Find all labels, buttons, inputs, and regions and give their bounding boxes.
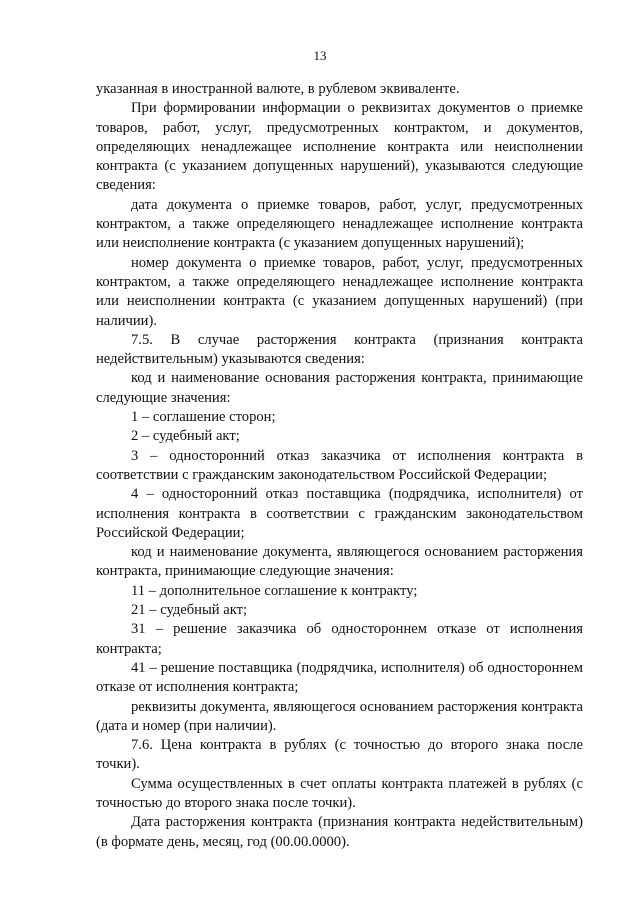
paragraph: код и наименование документа, являющегося основанием расторжения контракта, принимающие следующие значения: [96,544,583,580]
list-item: 3 – односторонний отказ заказчика от исполнения контракта в соответствии с гражданским законодательством Российской Федерации; [96,447,583,483]
list-item: 21 – судебный акт; [131,602,248,619]
section-paragraph: 7.5. В случае расторжения контракта (признания контракта недействительным) указываются сведения: [96,331,583,368]
paragraph: указанная в иностранной валюте, в рублевом эквиваленте. [96,81,460,97]
list-item: 31 – решение заказчика об одностороннем отказе от исполнения контракта; [96,621,583,657]
paragraph: дата документа о приемке товаров, работ, услуг, предусмотренных контрактом, а также определяющего ненадлежащее исполнение контракта или неисполнение контракта (с указанием допущенных нарушений); [96,196,583,252]
section-paragraph: 7.6. Цена контракта в рублях (с точностью до второго знака после точки). [96,737,583,773]
document-body [96,80,583,852]
paragraph: При формировании информации о реквизитах документов о приемке товаров, работ, услуг, предусмотренных контрактом, и документов, определяющих ненадлежащее исполнение контракта или неисполнении контракта (с указанием допущенных нарушений), указываются следующие сведения: [96,100,583,194]
paragraph: реквизиты документа, являющегося основанием расторжения контракта (дата и номер (при наличии). [96,698,583,734]
paragraph: Дата расторжения контракта (признания контракта недействительным) (в формате день, месяц, год (00.00.0000). [96,814,583,850]
list-item: 2 – судебный акт; [131,428,240,445]
list-item: 1 – соглашение сторон; [131,409,276,426]
paragraph: Сумма осуществленных в счет оплаты контракта платежей в рублях (с точностью до второго знака после точки). [96,775,583,811]
list-item: 41 – решение поставщика (подрядчика, исполнителя) об одностороннем отказе от исполнения контракта; [96,659,583,696]
paragraph: номер документа о приемке товаров, работ, услуг, предусмотренных контрактом, а также определяющего ненадлежащее исполнение контракта или неисполнении контракта (с указанием допущенных нарушений) (при наличии). [96,254,583,329]
list-item: 4 – односторонний отказ поставщика (подрядчика, исполнителя) от исполнения контракта в соответствии с гражданским законодательством Российской Федерации; [96,486,583,541]
paragraph: код и наименование основания расторжения контракта, принимающие следующие значения: [96,370,583,406]
list-item: 11 – дополнительное соглашение к контракту; [131,582,418,599]
page-number: 13 [313,48,327,63]
